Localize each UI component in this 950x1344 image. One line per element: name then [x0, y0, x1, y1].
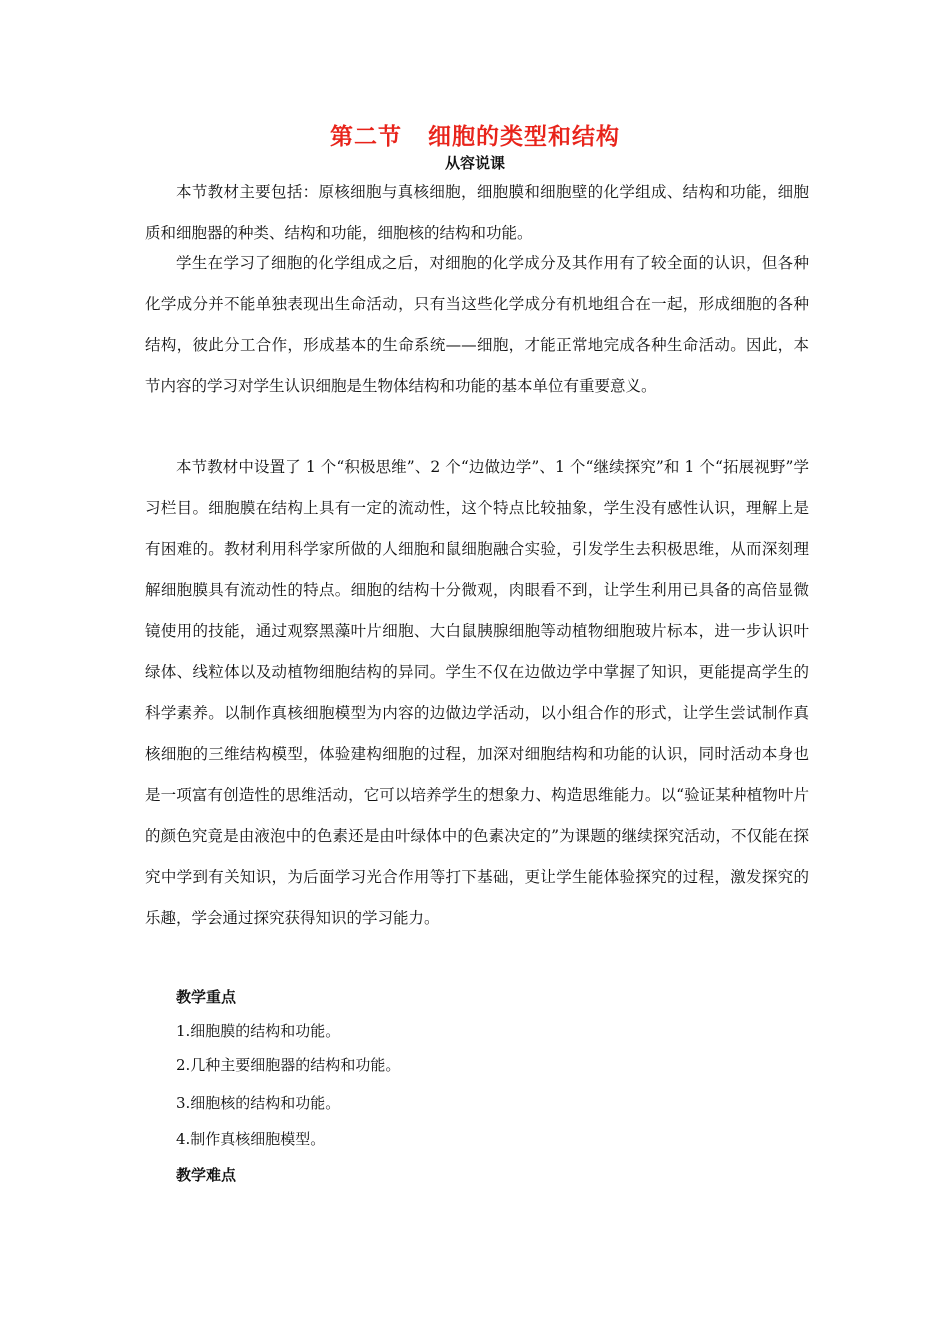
- section-subtitle: 从容说课: [444, 154, 505, 172]
- paragraph-text: 本节教材主要包括：原核细胞与真核细胞，细胞膜和细胞壁的化学组成、结构和功能，细胞质和细胞器的种类、结构和功能，细胞核的结构和功能。: [145, 183, 809, 242]
- key-points-heading: 教学重点: [176, 988, 237, 1006]
- paragraph-text: 学生在学习了细胞的化学组成之后，对细胞的化学成分及其作用有了较全面的认识，但各种化学成分并不能单独表现出生命活动，只有当这些化学成分有机地组合在一起，形成细胞的各种结构，彼此分工合作，形成基本的生命系统——细胞，才能正常地完成各种生命活动。因此，本节内容的学习对学生认识细胞是生物体结构和功能的基本单位有重要意义。: [145, 254, 809, 395]
- body-paragraph: [145, 447, 809, 939]
- list-item: 1.细胞膜的结构和功能。: [176, 1022, 341, 1040]
- section-number: 第二节: [330, 124, 402, 150]
- list-item: 4.制作真核细胞模型。: [176, 1130, 326, 1148]
- difficulties-heading: 教学难点: [176, 1166, 237, 1184]
- paragraph-text: 本节教材中设置了 1 个“积极思维”、2 个“边做边学”、1 个“继续探究”和 1 个“拓展视野”学习栏目。细胞膜在结构上具有一定的流动性，这个特点比较抽象，学生没有感性认识，理解上是有困难的。教材利用科学家所做的人细胞和鼠细胞融合实验，引发学生去积极思维，从而深刻理解细胞膜具有流动性的特点。细胞的结构十分微观，肉眼看不到，让学生利用已具备的高倍显微镜使用的技能，通过观察黑藻叶片细胞、大白鼠胰腺细胞等动植物细胞玻片标本，进一步认识叶绿体、线粒体以及动植物细胞结构的异同。学生不仅在边做边学中掌握了知识，更能提高学生的科学素养。以制作真核细胞模型为内容的边做边学活动，以小组合作的形式，让学生尝试制作真核细胞的三维结构模型，体验建构细胞的过程，加深对细胞结构和功能的认识，同时活动本身也是一项富有创造性的思维活动，它可以培养学生的想象力、构造思维能力。以“验证某种植物叶片的颜色究竟是由液泡中的色素还是由叶绿体中的色素决定的”为课题的继续探究活动，不仅能在探究中学到有关知识，为后面学习光合作用等打下基础，更让学生能体验探究的过程，激发探究的乐趣，学会通过探究获得知识的学习能力。: [145, 458, 809, 927]
- body-paragraph: [145, 172, 809, 254]
- list-item: 3.细胞核的结构和功能。: [176, 1094, 341, 1112]
- section-title: [0, 120, 950, 154]
- list-item: 2.几种主要细胞器的结构和功能。: [176, 1056, 401, 1074]
- body-paragraph: [145, 243, 809, 407]
- section-name: 细胞的类型和结构: [428, 124, 620, 150]
